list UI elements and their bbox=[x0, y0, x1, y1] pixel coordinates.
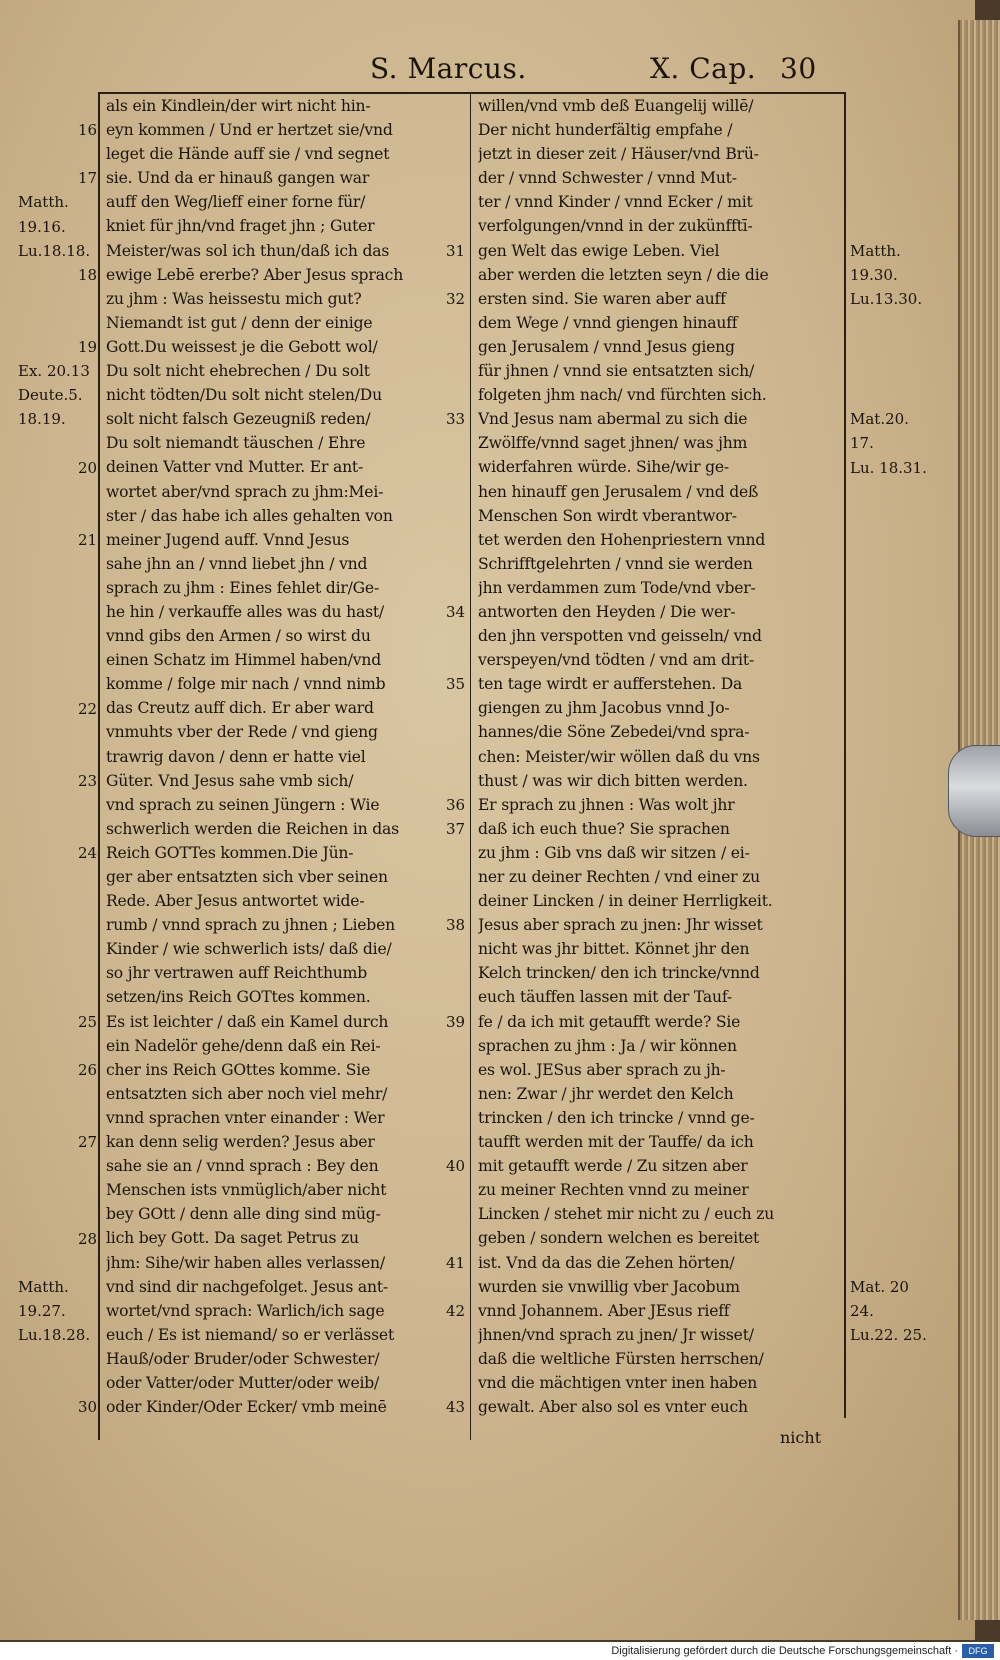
text-line: tet werden den Hohenpriestern vnnd bbox=[478, 530, 766, 549]
text-line: hen hinauff gen Jerusalem / vnd deß bbox=[478, 482, 759, 501]
book-title: S. Marcus. bbox=[370, 52, 527, 85]
text-line: daß die weltliche Fürsten herrschen/ bbox=[478, 1349, 764, 1368]
marginal-note: Lu.18.18. bbox=[18, 241, 91, 260]
verse-number: 38 bbox=[446, 916, 466, 935]
text-line: einen Schatz im Himmel haben/vnd bbox=[106, 651, 382, 670]
text-line: jhnen/vnd sprach zu jnen/ Jr wisset/ bbox=[478, 1325, 754, 1344]
text-line: kniet für jhn/vnd fraget jhn ; Guter bbox=[106, 217, 375, 236]
text-line: Menschen Son wirdt vberantwor- bbox=[478, 506, 737, 525]
text-line: als ein Kindlein/der wirt nicht hin- bbox=[106, 97, 371, 115]
text-line: leget die Hände auff sie / vnd segnet bbox=[106, 145, 390, 164]
text-line: lich bey Gott. Da saget Petrus zu bbox=[106, 1229, 359, 1248]
marginal-note: Deute.5. bbox=[18, 386, 83, 405]
text-line: verspeyen/vnd tödten / vnd am drit- bbox=[478, 651, 754, 670]
text-line: den jhn verspotten vnd geisseln/ vnd bbox=[478, 627, 762, 646]
text-line: kan denn selig werden? Jesus aber bbox=[106, 1133, 375, 1152]
text-line: setzen/ins Reich GOTtes kommen. bbox=[106, 988, 371, 1007]
marginal-note: Lu.18.28. bbox=[18, 1326, 91, 1345]
text-line: deinen Vatter vnd Mutter. Er ant- bbox=[106, 458, 364, 477]
text-line: gewalt. Aber also sol es vnter euch bbox=[478, 1398, 748, 1417]
text-line: nicht tödten/Du solt nicht stelen/Du bbox=[106, 386, 382, 405]
text-line: Der nicht hunderfältig empfahe / bbox=[478, 121, 733, 140]
text-line: he hin / verkauffe alles was du hast/ bbox=[106, 602, 384, 621]
footer-bar bbox=[0, 1642, 1000, 1660]
text-line: vnd die mächtigen vnter inen haben bbox=[478, 1373, 758, 1392]
text-line: ter / vnnd Kinder / vnnd Ecker / mit bbox=[478, 193, 753, 212]
text-line: wortet/vnd sprach: Warlich/ich sage bbox=[106, 1301, 385, 1320]
verse-number: 42 bbox=[446, 1302, 466, 1320]
marginal-note: 19.30. bbox=[850, 265, 898, 284]
text-line: ersten sind. Sie waren aber auff bbox=[478, 289, 726, 308]
verse-number: 20 bbox=[78, 458, 98, 477]
left-margin-rule bbox=[98, 92, 100, 1440]
marginal-note: Matth. bbox=[850, 241, 901, 260]
marginal-note: Lu.22. 25. bbox=[850, 1326, 927, 1345]
text-line: solt nicht falsch Gezeugniß reden/ bbox=[106, 410, 371, 429]
text-line: vnd sind dir nachgefolget. Jesus ant- bbox=[106, 1277, 388, 1296]
verse-number: 24 bbox=[78, 844, 98, 863]
text-line: cher ins Reich GOttes komme. Sie bbox=[106, 1060, 371, 1079]
text-line: euch / Es ist niemand/ so er verlässet bbox=[106, 1325, 395, 1344]
text-line: sahe jhn an / vnnd liebet jhn / vnd bbox=[106, 554, 368, 573]
marginal-note: 19.27. bbox=[18, 1302, 66, 1320]
text-line: verfolgungen/vnnd in der zukünfftī- bbox=[478, 217, 753, 236]
verse-number: 21 bbox=[78, 530, 98, 549]
verse-number: 33 bbox=[446, 410, 466, 429]
text-line: geben / sondern welchen es bereitet bbox=[478, 1229, 760, 1248]
text-line: entsatzten sich aber noch viel mehr/ bbox=[106, 1084, 388, 1103]
verse-number: 41 bbox=[446, 1253, 466, 1272]
text-line: sie. Und da er hinauß gangen war bbox=[106, 169, 370, 188]
text-line: vnmuhts vber der Rede / vnd gieng bbox=[106, 723, 378, 742]
text-line: thust / was wir dich bitten werden. bbox=[478, 771, 748, 790]
text-line: nen: Zwar / jhr werdet den Kelch bbox=[478, 1084, 734, 1103]
text-line: jetzt in dieser zeit / Häuser/vnd Brü- bbox=[478, 145, 759, 164]
text-line: widerfahren würde. Sihe/wir ge- bbox=[478, 458, 729, 477]
text-line: wortet aber/vnd sprach zu jhm:Mei- bbox=[106, 482, 384, 501]
text-line: fe / da ich mit getaufft werde? Sie bbox=[478, 1012, 741, 1031]
text-line: gen Jerusalem / vnnd Jesus gieng bbox=[478, 337, 735, 356]
verse-number: 40 bbox=[446, 1157, 466, 1176]
text-line: ewige Lebē ererbe? Aber Jesus sprach bbox=[106, 265, 404, 284]
right-margin-rule bbox=[844, 92, 846, 1418]
book-clasp bbox=[948, 745, 1000, 837]
text-line: euch täuffen lassen mit der Tauf- bbox=[478, 988, 732, 1007]
text-line: Schrifftgelehrten / vnnd sie werden bbox=[478, 554, 753, 573]
text-line: antworten den Heyden / Die wer- bbox=[478, 602, 736, 621]
text-line: schwerlich werden die Reichen in das bbox=[106, 819, 399, 838]
text-line: dem Wege / vnnd giengen hinauff bbox=[478, 313, 738, 332]
text-line: deiner Lincken / in deiner Herrligkeit. bbox=[478, 892, 773, 911]
text-line: chen: Meister/wir wöllen daß du vns bbox=[478, 747, 760, 766]
text-line: auff den Weg/lieff einer forne für/ bbox=[106, 193, 366, 212]
text-line: ist. Vnd da das die Zehen hörten/ bbox=[478, 1253, 735, 1272]
text-line: wurden sie vnwillig vber Jacobum bbox=[478, 1277, 740, 1296]
footer-credit: Digitalisierung gefördert durch die Deutsche Forschungsgemeinschaft · bbox=[611, 1645, 958, 1657]
marginal-note: Lu. 18.31. bbox=[850, 458, 927, 477]
text-line: folgeten jhm nach/ vnd fürchten sich. bbox=[478, 386, 767, 405]
text-line: daß ich euch thue? Sie sprachen bbox=[478, 819, 730, 838]
marginal-note: 19.16. bbox=[18, 217, 66, 236]
text-line: jhn verdammen zum Tode/vnd vber- bbox=[478, 578, 756, 597]
verse-number: 25 bbox=[78, 1012, 98, 1031]
text-line: vnnd gibs den Armen / so wirst du bbox=[106, 627, 371, 646]
text-line: so jhr vertrawen auff Reichthumb bbox=[106, 964, 368, 983]
text-line: ster / das habe ich alles gehalten von bbox=[106, 506, 393, 525]
text-line: der / vnnd Schwester / vnnd Mut- bbox=[478, 169, 737, 188]
running-header bbox=[90, 52, 830, 94]
text-line: trawrig davon / denn er hatte viel bbox=[106, 747, 366, 766]
text-line: für jhnen / vnnd sie entsatzten sich/ bbox=[478, 362, 755, 381]
verse-number: 18 bbox=[78, 265, 98, 284]
text-line: mit getaufft werde / Zu sitzen aber bbox=[478, 1157, 748, 1176]
verse-number: 43 bbox=[446, 1398, 466, 1417]
text-line: Hauß/oder Bruder/oder Schwester/ bbox=[106, 1349, 380, 1368]
text-line: ein Nadelör gehe/denn daß ein Rei- bbox=[106, 1036, 381, 1055]
text-line: ten tage wirdt er aufferstehen. Da bbox=[478, 675, 743, 694]
text-line: sahe sie an / vnnd sprach : Bey den bbox=[106, 1157, 379, 1176]
text-line: giengen zu jhm Jacobus vnnd Jo- bbox=[478, 699, 730, 718]
text-line: trincken / den ich trincke / vnnd ge- bbox=[478, 1108, 755, 1127]
text-line: aber werden die letzten seyn / die die bbox=[478, 265, 769, 284]
text-line: rumb / vnnd sprach zu jhnen ; Lieben bbox=[106, 916, 395, 935]
text-line: Kelch trincken/ den ich trincke/vnnd bbox=[478, 964, 760, 983]
text-line: Reich GOTTes kommen.Die Jün- bbox=[106, 843, 354, 862]
text-line: Meister/was sol ich thun/daß ich das bbox=[106, 241, 390, 260]
marginal-note: Lu.13.30. bbox=[850, 289, 923, 308]
verse-number: 26 bbox=[78, 1061, 98, 1079]
text-line: oder Kinder/Oder Ecker/ vmb meinē bbox=[106, 1398, 387, 1417]
verse-number: 19 bbox=[78, 338, 98, 356]
text-line: taufft werden mit der Tauffe/ da ich bbox=[478, 1133, 754, 1152]
marginal-note: 18.19. bbox=[18, 410, 66, 429]
right-text-column bbox=[478, 94, 840, 1419]
text-line: Niemandt ist gut / denn der einige bbox=[106, 313, 373, 332]
verse-number: 36 bbox=[446, 795, 466, 814]
text-line: hannes/die Söne Zebedei/vnd spra- bbox=[478, 723, 750, 742]
text-line: vnnd Johannem. Aber JEsus rieff bbox=[478, 1301, 730, 1320]
text-line: das Creutz auff dich. Er aber ward bbox=[106, 699, 374, 718]
text-line: sprach zu jhm : Eines fehlet dir/Ge- bbox=[106, 578, 380, 597]
text-line: ger aber entsatzten sich vber seinen bbox=[106, 868, 388, 886]
page-number: 30 bbox=[780, 52, 817, 85]
marginal-note: Ex. 20.13 bbox=[18, 362, 90, 381]
verse-number: 23 bbox=[78, 771, 98, 790]
verse-number: 35 bbox=[446, 675, 466, 694]
verse-number: 27 bbox=[78, 1133, 98, 1152]
verse-number: 28 bbox=[78, 1229, 98, 1248]
text-line: Gott.Du weissest je die Gebott wol/ bbox=[106, 337, 378, 356]
column-divider bbox=[470, 92, 471, 1440]
verse-number: 32 bbox=[446, 289, 466, 308]
catchword: nicht bbox=[780, 1428, 822, 1447]
text-line: vnd sprach zu seinen Jüngern : Wie bbox=[106, 795, 380, 814]
verse-number: 30 bbox=[78, 1398, 98, 1417]
text-line: zu meiner Rechten vnnd zu meiner bbox=[478, 1181, 749, 1200]
left-text-column bbox=[106, 94, 466, 1419]
text-line: Rede. Aber Jesus antwortet wide- bbox=[106, 892, 365, 911]
verse-number: 39 bbox=[446, 1012, 466, 1031]
text-line: Kinder / wie schwerlich ists/ daß die/ bbox=[106, 940, 392, 959]
text-line: meiner Jugend auff. Vnnd Jesus bbox=[106, 530, 350, 549]
verse-number: 34 bbox=[446, 603, 466, 622]
text-line: Menschen ists vnmüglich/aber nicht bbox=[106, 1181, 387, 1200]
chapter-label: X. Cap. bbox=[650, 52, 757, 85]
text-line: ner zu deiner Rechten / vnd einer zu bbox=[478, 868, 760, 886]
marginal-note: Matth. bbox=[18, 1277, 69, 1296]
marginal-note: Mat.20. bbox=[850, 410, 909, 429]
text-line: Er sprach zu jhnen : Was wolt jhr bbox=[478, 795, 735, 814]
marginal-note: 17. bbox=[850, 434, 874, 453]
text-line: vnnd sprachen vnter einander : Wer bbox=[106, 1108, 385, 1127]
marginal-note: Mat. 20 bbox=[850, 1277, 909, 1296]
text-line: Du solt nicht ehebrechen / Du solt bbox=[106, 362, 370, 381]
marginal-note: 24. bbox=[850, 1302, 874, 1320]
text-line: eyn kommen / Und er hertzet sie/vnd bbox=[106, 121, 393, 140]
text-line: nicht was jhr bittet. Könnet jhr den bbox=[478, 940, 750, 959]
text-line: jhm: Sihe/wir haben alles verlassen/ bbox=[106, 1253, 385, 1272]
verse-number: 31 bbox=[446, 241, 466, 260]
dfg-logo: DFG bbox=[962, 1644, 994, 1658]
text-line: es wol. JESus aber sprach zu jh- bbox=[478, 1060, 726, 1079]
text-line: Es ist leichter / daß ein Kamel durch bbox=[106, 1012, 389, 1031]
text-line: bey GOtt / denn alle ding sind müg- bbox=[106, 1205, 381, 1224]
text-line: willen/vnd vmb deß Euangelij willē/ bbox=[478, 97, 754, 115]
verse-number: 17 bbox=[78, 169, 98, 188]
text-line: komme / folge mir nach / vnnd nimb bbox=[106, 675, 386, 694]
text-line: Zwölffe/vnnd saget jhnen/ was jhm bbox=[478, 434, 748, 453]
verse-number: 22 bbox=[78, 699, 98, 718]
text-line: Vnd Jesus nam abermal zu sich die bbox=[478, 410, 748, 429]
verse-number: 16 bbox=[78, 121, 98, 140]
text-line: Du solt niemandt täuschen / Ehre bbox=[106, 434, 366, 453]
text-line: oder Vatter/oder Mutter/oder weib/ bbox=[106, 1373, 380, 1392]
verse-number: 37 bbox=[446, 820, 466, 838]
text-line: sprachen zu jhm : Ja / wir können bbox=[478, 1036, 737, 1055]
text-line: Güter. Vnd Jesus sahe vmb sich/ bbox=[106, 771, 354, 790]
text-line: zu jhm : Gib vns daß wir sitzen / ei- bbox=[478, 843, 750, 862]
text-line: Lincken / stehet mir nicht zu / euch zu bbox=[478, 1205, 775, 1224]
text-line: gen Welt das ewige Leben. Viel bbox=[478, 241, 720, 260]
text-line: Jesus aber sprach zu jnen: Jhr wisset bbox=[478, 916, 763, 935]
marginal-note: Matth. bbox=[18, 193, 69, 212]
text-line: zu jhm : Was heissestu mich gut? bbox=[106, 289, 362, 308]
